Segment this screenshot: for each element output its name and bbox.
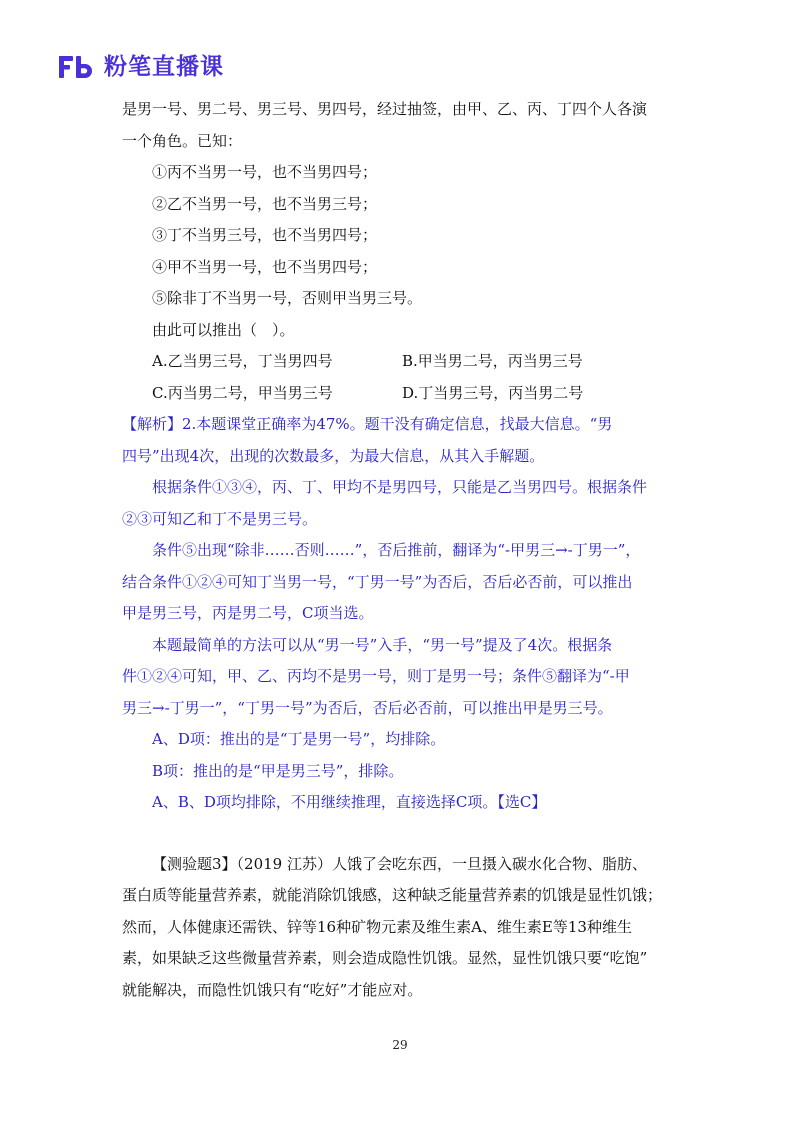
conditions-list xyxy=(122,157,682,315)
analysis-line: 条件⑤出现“除非……否则……”，否后推前，翻译为“-甲男三→-丁男一”， xyxy=(152,541,641,559)
page-header xyxy=(58,50,224,84)
next-question-line: 素，如果缺乏这些微量营养素，则会造成隐性饥饿。显然，显性饥饿只要“吃饱” xyxy=(122,949,648,967)
option-a: A.乙当男三号，丁当男四号 xyxy=(152,352,333,370)
condition-item: ⑤除非丁不当男一号，否则甲当男三号。 xyxy=(152,289,423,307)
condition-item: ④甲不当男一号，也不当男四号； xyxy=(152,257,378,276)
option-c: C.丙当男二号，甲当男三号 xyxy=(152,383,333,402)
analysis-line: 结合条件①②④可知丁当男一号，“丁男一号”为否后，否后必否前，可以推出 xyxy=(122,572,633,591)
next-question-section xyxy=(122,849,682,1007)
options-row xyxy=(122,378,682,410)
next-question-line: 【测验题3】（2019 江苏）人饿了会吃东西，一旦摄入碳水化合物、脂肪、 xyxy=(152,854,647,873)
analysis-line: ②③可知乙和丁不是男三号。 xyxy=(122,509,318,528)
analysis-line: 根据条件①③④，丙、丁、甲均不是男四号，只能是乙当男四号。根据条件 xyxy=(152,478,648,496)
analysis-line: 本题最简单的方法可以从“男一号”入手，“男一号”提及了4次。根据条 xyxy=(152,635,613,654)
fb-logo-icon xyxy=(58,53,96,81)
analysis-line: A、B、D项均排除，不用继续推理，直接选择C项。【选C】 xyxy=(152,793,547,811)
question-intro xyxy=(122,94,682,157)
option-b: B.甲当男二号，丙当男三号 xyxy=(402,352,583,370)
document-body xyxy=(122,94,682,1006)
analysis-line: 【解析】2.本题课堂正确率为47%。题干没有确定信息，找最大信息。“男 xyxy=(122,415,613,433)
next-question-line: 就能解决，而隐性饥饿只有“吃好”才能应对。 xyxy=(122,980,423,999)
question-prompt: 由此可以推出（ ）。 xyxy=(152,320,295,339)
brand-name: 粉笔直播课 xyxy=(104,54,224,80)
analysis-line: 件①②④可知，甲、乙、丙均不是男一号，则丁是男一号；条件⑤翻译为“-甲 xyxy=(122,667,630,685)
question-intro-line: 一个角色。已知： xyxy=(122,131,243,150)
analysis-line: 甲是男三号，丙是男二号，C项当选。 xyxy=(122,604,374,622)
analysis-line: 男三→-丁男一”，“丁男一号”为否后，否后必否前，可以推出甲是男三号。 xyxy=(122,698,613,717)
question-intro-line: 是男一号、男二号、男三号、男四号，经过抽签，由甲、乙、丙、丁四个人各演 xyxy=(122,100,648,118)
condition-item: ③丁不当男三号，也不当男四号； xyxy=(152,226,378,244)
analysis-line: A、D项：推出的是“丁是男一号”，均排除。 xyxy=(152,730,446,748)
next-question-line: 然而，人体健康还需铁、锌等16种矿物元素及维生素A、维生素E等13种维生 xyxy=(122,917,632,936)
analysis-line: 四号”出现4次，出现的次数最多，为最大信息，从其入手解题。 xyxy=(122,446,545,465)
analysis-line: B项：推出的是“甲是男三号”，排除。 xyxy=(152,761,404,780)
options-list xyxy=(122,346,682,409)
option-d: D.丁当男三号，丙当男二号 xyxy=(402,383,584,402)
page-number: 29 xyxy=(392,1038,408,1052)
next-question-line: 蛋白质等能量营养素，就能消除饥饿感，这种缺乏能量营养素的饥饿是显性饥饿； xyxy=(122,886,663,904)
options-row xyxy=(122,346,682,378)
analysis-section xyxy=(122,409,682,819)
condition-item: ②乙不当男一号，也不当男三号； xyxy=(152,194,378,213)
condition-item: ①丙不当男一号，也不当男四号； xyxy=(152,163,378,181)
section-gap xyxy=(122,819,682,849)
